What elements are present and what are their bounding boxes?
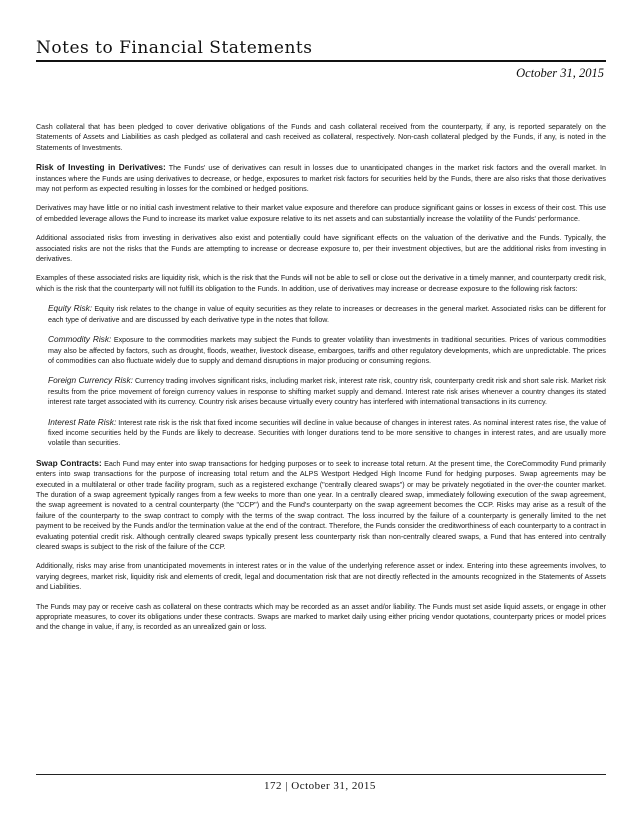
text-equity-risk: Equity risk relates to the change in value of equity securities as they relate to increases or decreases in the general market. Associated risks can be different for each type of derivative and are discussed by each derivative type in the notes that follow. — [48, 305, 606, 324]
text-foreign-currency-risk: Currency trading involves significant risks, including market risk, interest rate risk, country risk, counterparty credit risk and short sale risk. Market risk results from the price movement of foreign currency values in response to shifting market supply and demand. Interest rate risk arises whenever a country changes its stated interest rate target associated with its currency. Country risk arises because virtually every country has interfered with international transactions in its currency. — [48, 377, 606, 407]
heading-foreign-currency-risk: Foreign Currency Risk: — [48, 375, 133, 386]
paragraph-swap-contracts — [36, 458, 606, 553]
footer-divider — [36, 774, 606, 775]
text-swap-contracts: Each Fund may enter into swap transactions for hedging purposes or to seek to increase total return. At the present time, the CoreCommodity Fund primarily enters into swap transactions for the purpose of increasing total return and the ALPS Westport Hedged High Income Fund for hedging purposes. Swap agreements may be executed in a multilateral or other trade facility program, such as a registered exchange ("centrally cleared swaps") or may be privately negotiated in the over-the counter market. The duration of a swap agreement typically ranges from a few weeks to more than one year. In a centrally cleared swap, immediately following execution of the swap agreement, the swap agreement is novated to a central counterparty (the "CCP") and the Fund's counterparty on the swap agreement becomes the CCP. Risks may arise as a result of the failure of the counterparty to the swap contract to comply with the terms of the swap contract. The loss incurred by the failure of a counterparty is generally limited to the net payment to be received by the Funds and/or the termination value at the end of the contract. Therefore, the Funds consider the creditworthiness of each counterparty to a contract in evaluating potential credit risk. Although centrally cleared swaps typically present less counterparty risk than non-centrally cleared swaps, a Fund that has entered into centrally cleared swaps is subject to the risk of the failure of the CCP. — [36, 459, 606, 551]
paragraph-interest-rate-risk — [48, 417, 606, 449]
text-derivatives-risk: The Funds' use of derivatives can result in losses due to unanticipated changes in the market risk factors and the overall market. In instances where the Funds are using derivatives to decrease, or hedge, exposures to market risk factors for securities held by the Funds, there are also risks that those derivatives may not perform as expected resulting in losses for the combined or hedged positions. — [36, 164, 606, 194]
text-commodity-risk: Exposure to the commodities markets may subject the Funds to greater volatility than investments in traditional securities. Prices of various commodities may also be affected by factors, such as drought, floods, weather, livestock disease, embargoes, tariffs and other regulatory developments, which are unpredictable. The prices of commodities can also fluctuate widely due to supply and demand disruptions in major producing or consuming regions. — [48, 336, 606, 365]
paragraph-commodity-risk — [48, 334, 606, 366]
paragraph-equity-risk — [48, 303, 606, 325]
paragraph-foreign-currency-risk — [48, 375, 606, 407]
heading-equity-risk: Equity Risk: — [48, 303, 93, 314]
paragraph-risk-examples: Examples of these associated risks are liquidity risk, which is the risk that the Funds will not be able to sell or close out the derivative in a timely manner, and counterparty credit risk, which is the risk that the counterparty will not fulfill its obligation to the Funds. In addition, use of derivatives may increase or decrease exposure to the following risk factors: — [36, 274, 606, 293]
paragraph-additional-risks: Additionally, risks may arise from unanticipated movements in interest rates or in the value of the underlying reference asset or index. Entering into these agreements involves, to varying degrees, market risk, liquidity risk and elements of credit, legal and documentation risk that are not directly reflected in the amounts recognized in the Statements of Assets and Liabilities. — [36, 562, 606, 592]
paragraph-derivatives-risk — [36, 162, 606, 194]
report-date: October 31, 2015 — [516, 66, 604, 80]
text-interest-rate-risk: Interest rate risk is the risk that fixed income securities will decline in value because of changes in interest rates. As nominal interest rates rise, the value of fixed income securities held by the Funds are likely to decrease. Securities with longer durations tend to be more sensitive to changes in interest rates, and are usually more volatile than securities. — [48, 418, 607, 448]
heading-interest-rate-risk: Interest Rate Risk: — [48, 416, 117, 427]
header-divider — [36, 60, 606, 62]
paragraph-associated-risks: Additional associated risks from investing in derivatives also exist and potentially could have significant effects on the valuation of the derivative and the Funds. Typically, the associated risks are not the risks that the Funds are attempting to increase or decrease exposure to, per their investment objectives, but are the additional risks from investing in derivatives. — [36, 234, 606, 264]
notes-body — [36, 122, 606, 642]
heading-commodity-risk: Commodity Risk: — [48, 334, 112, 345]
paragraph-collateral-payments: The Funds may pay or receive cash as collateral on these contracts which may be recorded as an asset and/or liability. The Funds must set aside liquid assets, or engage in other appropriate measures, to cover its obligations under these contracts. Swaps are marked to market daily using either pricing vendor quotations, counterparty prices or model prices and the change in value, if any, is recorded as an unrealized gain or loss. — [36, 602, 606, 632]
heading-derivatives-risk: Risk of Investing in Derivatives: — [36, 162, 166, 173]
page-title: Notes to Financial Statements — [36, 38, 313, 58]
heading-swap-contracts: Swap Contracts: — [36, 457, 102, 468]
paragraph-cash-collateral: Cash collateral that has been pledged to cover derivative obligations of the Funds and cash collateral received from the counterparty, if any, is reported separately on the Statements of Assets and Liabilities as cash pledged as collateral and cash received as collateral, respectively. Non-cash collateral pledged by the Funds, if any, is noted in the Statements of Investments. — [36, 123, 606, 152]
page-footer: 172 | October 31, 2015 — [264, 780, 376, 792]
paragraph-leverage: Derivatives may have little or no initial cash investment relative to their market value exposure and therefore can produce significant gains or losses in excess of their cost. This use of embedded leverage allows the Fund to increase its market value exposure relative to its net assets and can substantially increase the volatility of the Funds' performance. — [36, 204, 606, 223]
